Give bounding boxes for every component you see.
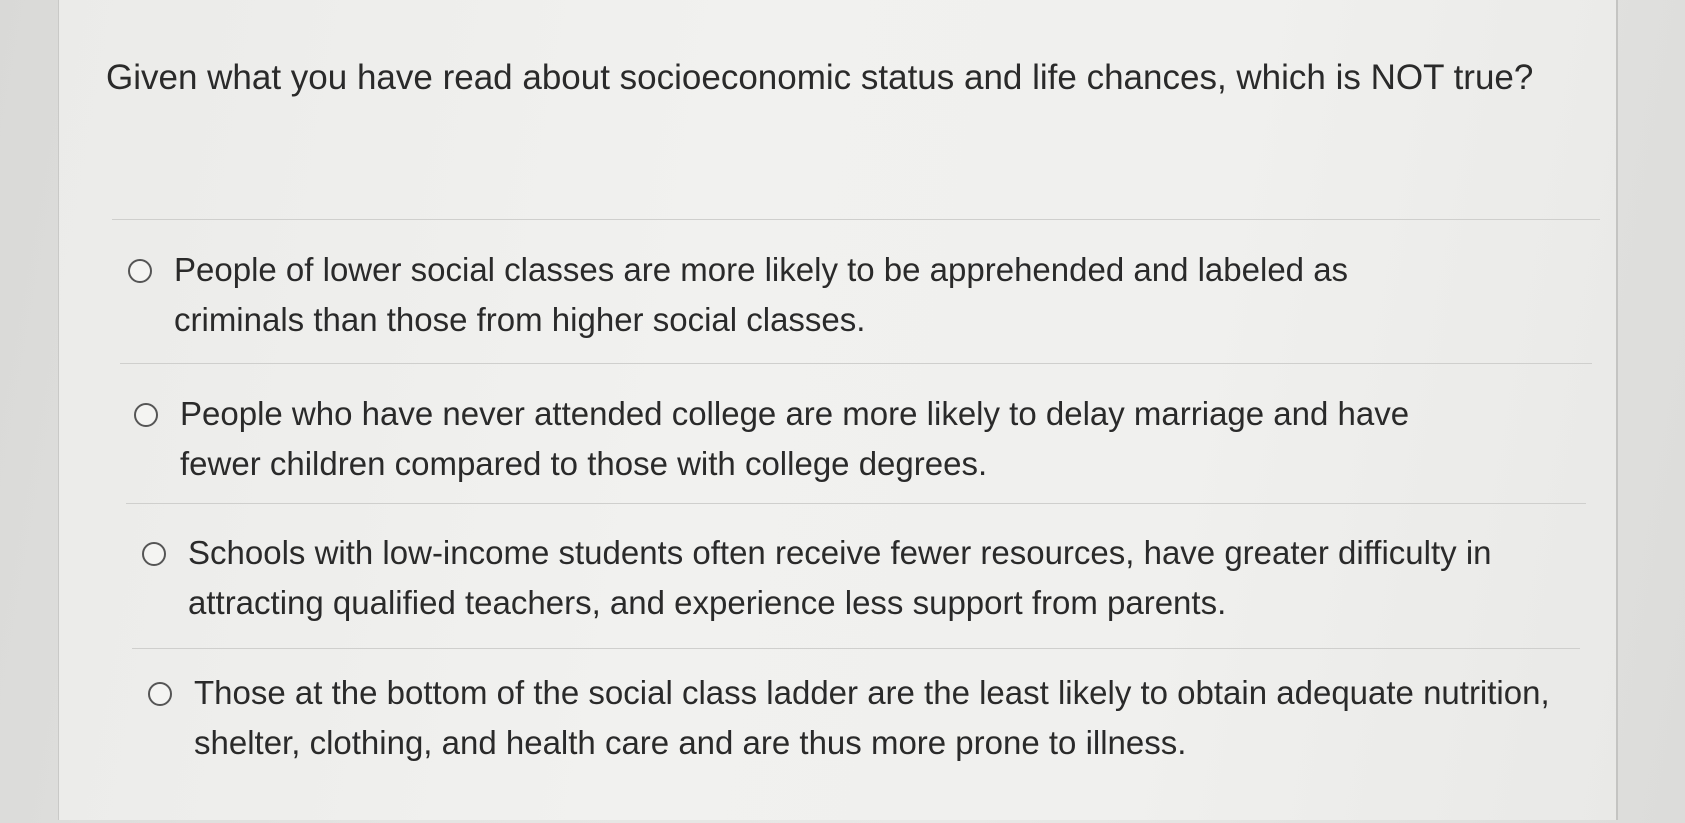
option-c[interactable] [142,528,1568,628]
radio-option-c[interactable] [142,542,166,566]
option-a-text: People of lower social classes are more likely to be apprehended and labeled as criminals than those from higher social classes. [174,251,1349,338]
option-divider-1 [120,363,1592,364]
question-text: Given what you have read about socioeconomic status and life chances, which is NOT true? [106,58,1534,97]
radio-option-b[interactable] [134,403,158,427]
option-divider-3 [132,648,1580,649]
question-divider [112,219,1600,220]
option-d[interactable] [148,668,1554,768]
radio-option-a[interactable] [128,259,152,283]
option-d-text: Those at the bottom of the social class ladder are the least likely to obtain adequate nutrition, shelter, clothing, and health care and are thus more prone to illness. [194,674,1550,761]
option-divider-2 [126,503,1586,504]
option-b-text: People who have never attended college are more likely to delay marriage and have fewer children compared to those with college degrees. [180,395,1410,482]
option-c-text: Schools with low-income students often receive fewer resources, have greater difficulty in attracting qualified teachers, and experience less support from parents. [188,534,1492,621]
option-a[interactable] [128,245,1474,345]
option-b[interactable] [134,389,1480,489]
radio-option-d[interactable] [148,682,172,706]
